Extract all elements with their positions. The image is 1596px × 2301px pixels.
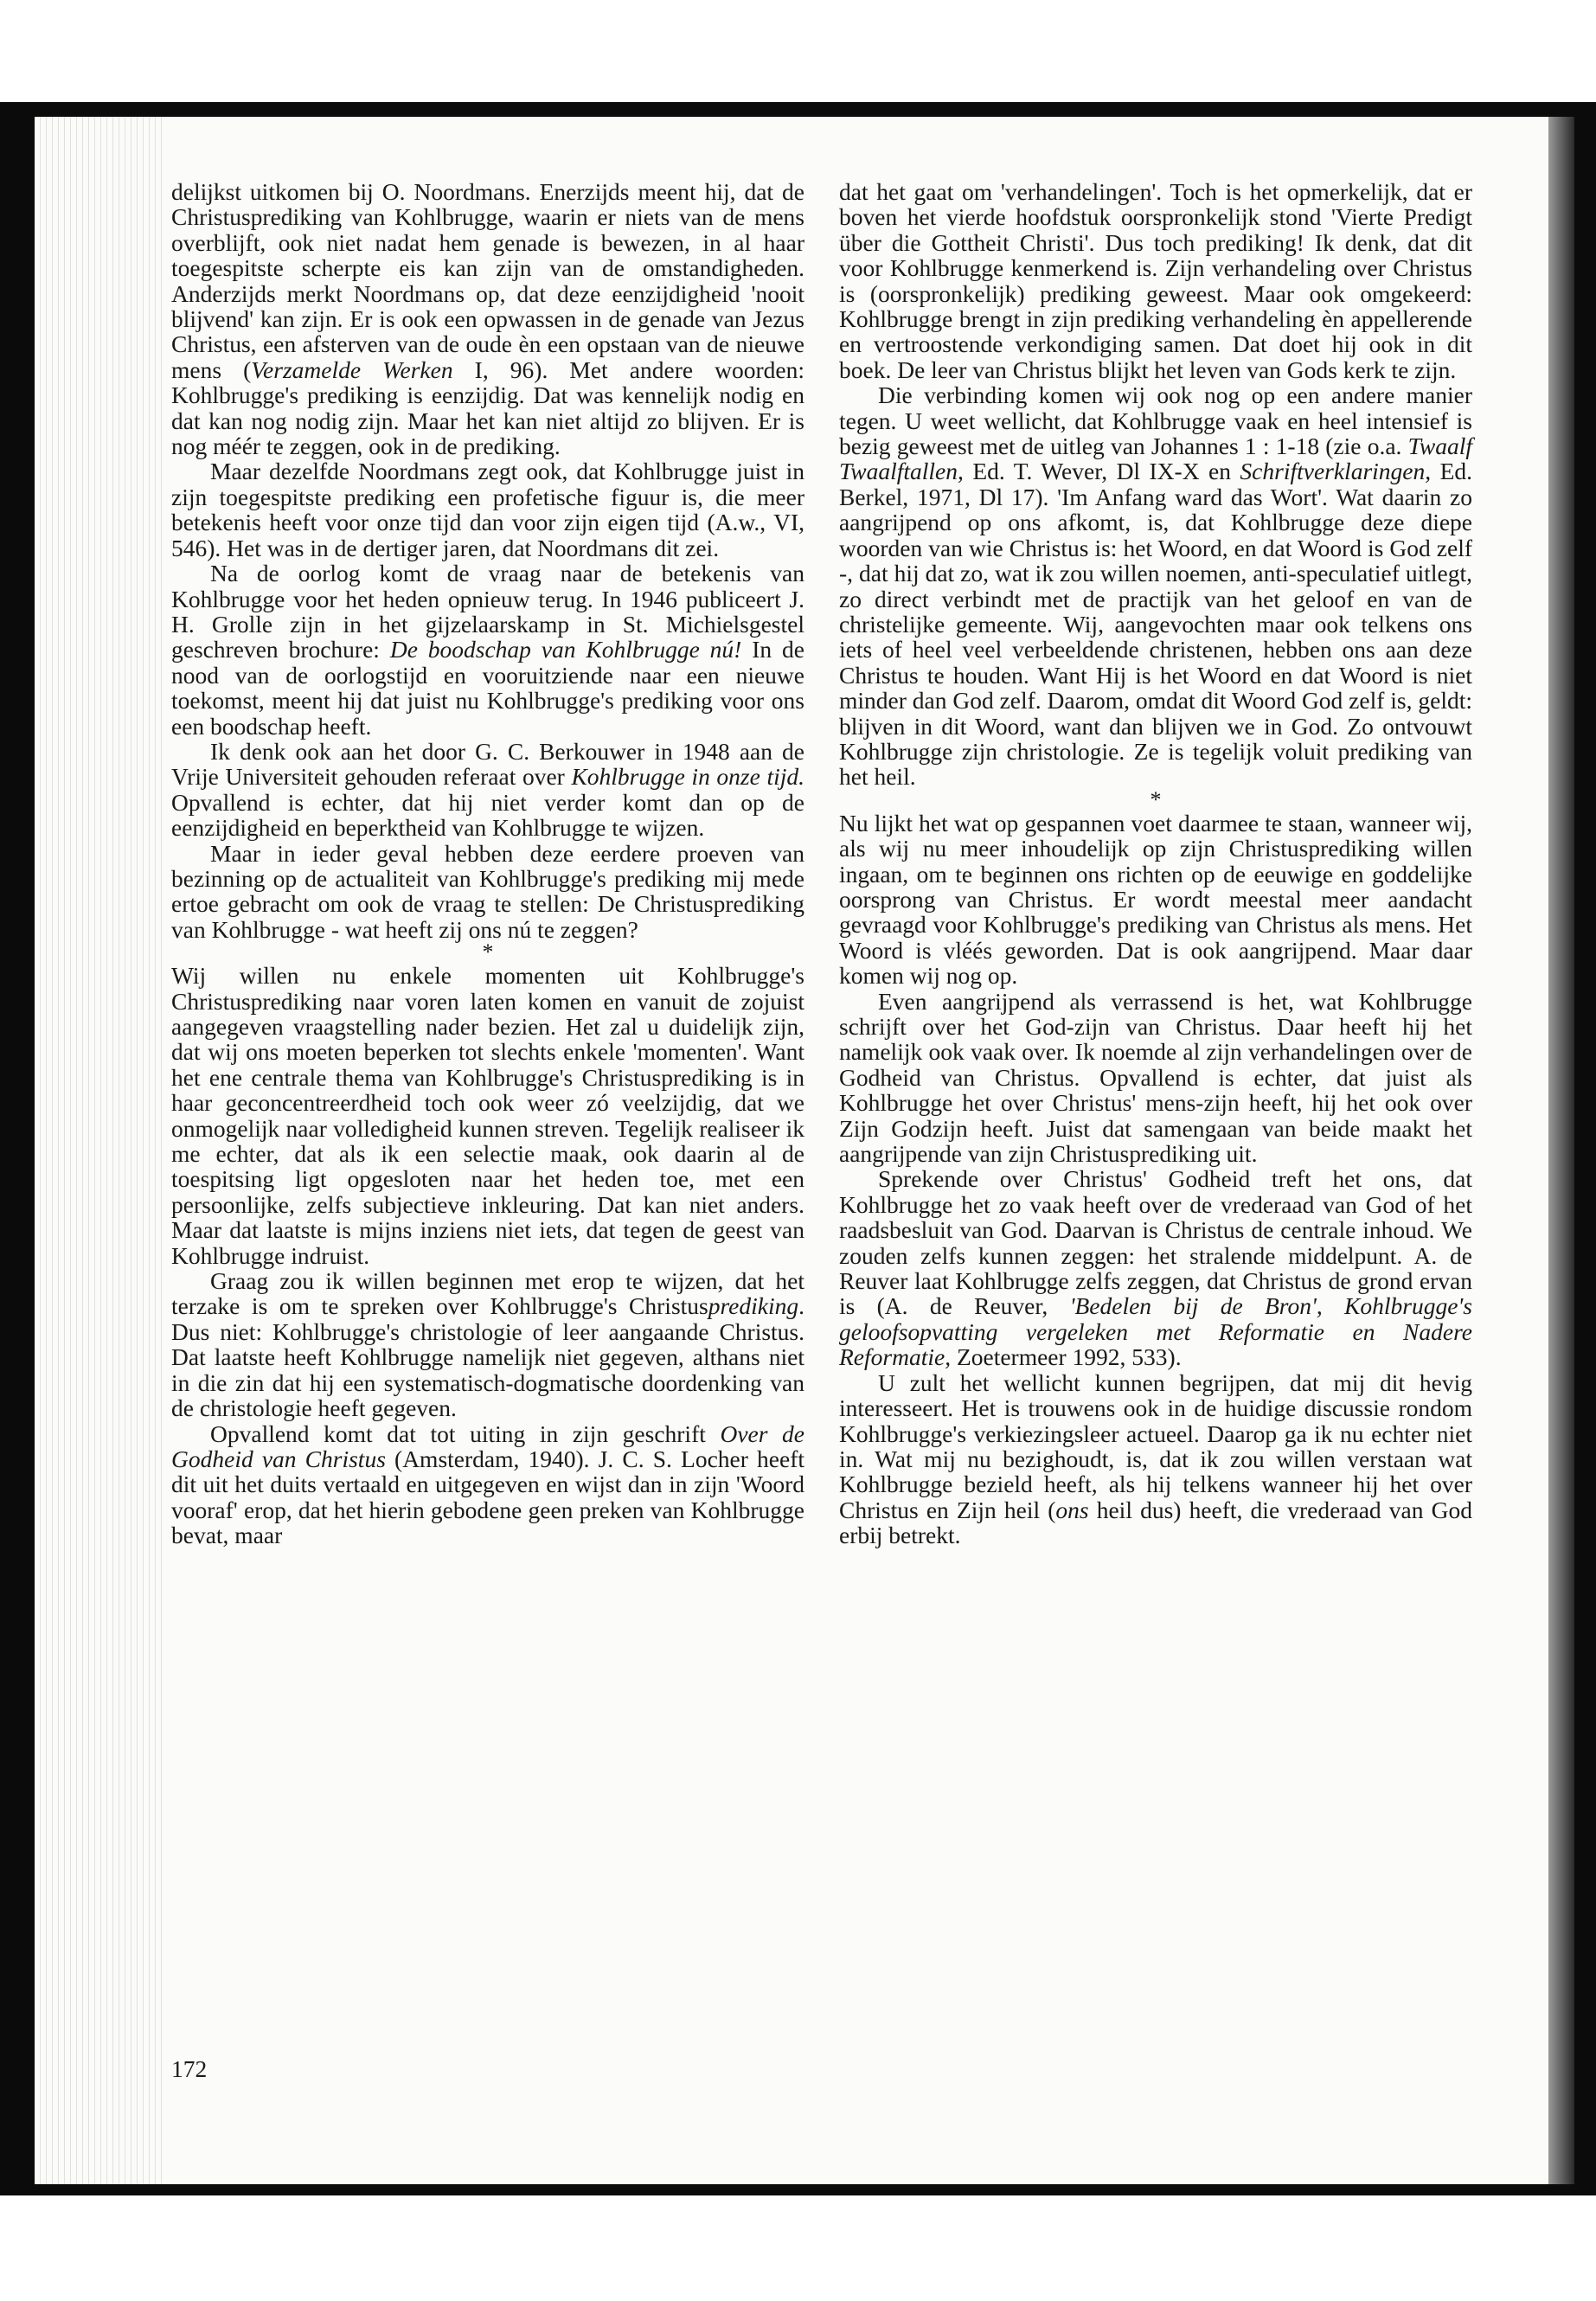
paragraph: delijkst uitkomen bij O. Noordmans. Enerzijds meent hij, dat de Christusprediking van Kohlbrugge, waarin er niets van de mens overblijft, ook niet nadat hem genade is bewezen, in al haar toegespitste scherpte eis kan zijn van de omstandigheden. Anderzijds merkt Noordmans op, dat deze eenzijdigheid 'nooit blijvend' kan zijn. Er is ook een opwassen in de genade van Jezus Christus, een afsterven van de oude èn een opstaan van de nieuwe mens (Verzamelde Werken I, 96). Met andere woorden: Kohlbrugge's prediking is eenzijdig. Dat was kennelijk nodig en dat kan nog nodig zijn. Maar het kan niet altijd zo blijven. Er is nog méér te zeggen, ook in de prediking. bbox=[171, 178, 804, 460]
paragraph: Maar dezelfde Noordmans zegt ook, dat Kohlbrugge juist in zijn toegespitste prediking een profetische figuur is, die meer betekenis heeft voor onze tijd dan voor zijn eigen tijd (A.w., VI, 546). Het was in de dertiger jaren, dat Noordmans dit zei. bbox=[171, 458, 804, 561]
paragraph: Sprekende over Christus' Godheid treft het ons, dat Kohlbrugge het zo vaak heeft over de vrederaad van God of het raadsbesluit van God. Daarvan is Christus de centrale inhoud. We zouden zelfs kunnen zeggen: het stralende middelpunt. A. de Reuver laat Kohlbrugge zelfs zeggen, dat Christus de grond ervan is (A. de Reuver, 'Bedelen bij de Bron', Kohlbrugge's geloofsopvatting vergeleken met Reformatie en Nadere Reformatie, Zoetermeer 1992, 533). bbox=[839, 1165, 1472, 1371]
paragraph: Even aangrijpend als verrassend is het, wat Kohlbrugge schrijft over het God-zijn van Christus. Daar heeft hij het namelijk ook vaak over. Ik noemde al zijn verhandelingen over de Godheid van Christus. Opvallend is echter, dat juist als Kohlbrugge het over Christus' mens-zijn heeft, hij het ook over Zijn Godzijn heeft. Juist dat samengaan van beide maakt het aangrijpende van zijn Christusprediking uit. bbox=[839, 987, 1472, 1168]
left-column bbox=[171, 179, 804, 1548]
book-spine-shadow bbox=[1548, 117, 1574, 2184]
section-separator: * bbox=[1150, 786, 1162, 812]
paragraph: Na de oorlog komt de vraag naar de betekenis van Kohlbrugge voor het heden opnieuw terug. In 1946 publiceert J. H. Grolle zijn in het gijzelaarskamp in St. Michielsgestel geschreven brochure: De boodschap van Kohlbrugge nú! In de nood van de oorlogstijd en vooruitziende naar een nieuwe toekomst, meent hij dat juist nu Kohlbrugge's prediking voor ons een boodschap heeft. bbox=[171, 560, 804, 740]
paragraph: Opvallend komt dat tot uiting in zijn geschrift Over de Godheid van Christus (Amsterdam, 1940). J. C. S. Locher heeft dit uit het duits vertaald en uitgegeven en wijst dan in zijn 'Woord vooraf' erop, dat het hierin gebodene geen preken van Kohlbrugge bevat, maar bbox=[171, 1420, 804, 1549]
paragraph: Graag zou ik willen beginnen met erop te wijzen, dat het terzake is om te spreken over Kohlbrugge's Christusprediking. Dus niet: Kohlbrugge's christologie of leer aangaande Christus. Dat laatste heeft Kohlbrugge namelijk niet gegeven, althans niet in die zin dat hij een systematisch-dogmatische doordenking van de christologie heeft gegeven. bbox=[171, 1267, 804, 1422]
paragraph: dat het gaat om 'verhandelingen'. Toch is het opmerkelijk, dat er boven het vierde hoofdstuk oorspronkelijk stond 'Vierte Predigt über die Gottheit Christi'. Dus toch prediking! Ik denk, dat dit voor Kohlbrugge kenmerkend is. Zijn verhandeling over Christus is (oorspronkelijk) prediking geweest. Maar ook omgekeerd: Kohlbrugge brengt in zijn prediking verhandeling èn appellerende en vertroostende verkondiging samen. Dat doet hij ook in dit boek. De leer van Christus blijkt het leven van Gods kerk te zijn. bbox=[839, 178, 1472, 383]
page-edge-stack bbox=[35, 117, 164, 2184]
right-column bbox=[839, 179, 1472, 1548]
paragraph: Ik denk ook aan het door G. C. Berkouwer in 1948 aan de Vrije Universiteit gehouden referaat over Kohlbrugge in onze tijd. Opvallend is echter, dat hij niet verder komt dan op de eenzijdigheid en beperktheid van Kohlbrugge te wijzen. bbox=[171, 737, 804, 842]
paragraph: Wij willen nu enkele momenten uit Kohlbrugge's Christusprediking naar voren laten komen en vanuit de zojuist aangegeven vraagstelling nader bezien. Het zal u duidelijk zijn, dat wij ons moeten beperken tot slechts enkele 'momenten'. Want het ene centrale thema van Kohlbrugge's Christusprediking is in haar geconcentreerdheid toch ook weer zó veelzijdig, dat we onmogelijk naar volledigheid kunnen streven. Tegelijk realiseer ik me echter, dat als ik een selectie maak, ook daarin al de toespitsing ligt opgesloten naar het heden toe, met een persoonlijke, zelfs subjectieve inkleuring. Dat kan niet anders. Maar dat laatste is mijns inziens niet iets, dat tegen de geest van Kohlbrugge indruist. bbox=[171, 962, 804, 1269]
section-separator: * bbox=[482, 939, 494, 965]
paragraph: U zult het wellicht kunnen begrijpen, dat mij dit hevig interesseert. Het is trouwens ook in de huidige discussie rondom Kohlbrugge's verkiezingsleer actueel. Daarop ga ik nu echter niet in. Wat mij nu bezighoudt, is, dat ik zou willen verstaan wat Kohlbrugge bezield heeft, als hij telkens wanneer hij het over Christus en Zijn heil (ons heil dus) heeft, die vrederaad van God erbij betrekt. bbox=[839, 1368, 1472, 1549]
paragraph: Die verbinding komen wij ook nog op een andere manier tegen. U weet wellicht, dat Kohlbrugge vaak en heel intensief is bezig geweest met de uitleg van Johannes 1 : 1-18 (zie o.a. Twaalf Twaalftallen, Ed. T. Wever, Dl IX-X en Schriftverklaringen, Ed. Berkel, 1971, Dl 17). 'Im Anfang ward das Wort'. Wat daarin zo aangrijpend op ons afkomt, is, dat Kohlbrugge deze diepe woorden van wie Christus is: het Woord, en dat Woord is God zelf -, dat hij dat zo, wat ik zou willen noemen, anti-speculatief uitlegt, zo direct verbindt met de practijk van het geloof en van de christelijke gemeente. Wij, aangevochten maar ook telkens ons iets of heel veel verbeeldende christenen, hebben ons aan deze Christus te houden. Want Hij is het Woord en dat Woord is niet minder dan God zelf. Daarom, omdat dit Woord God zelf is, geldt: blijven in dit Woord, want dan blijven we in God. Zo ontvouwt Kohlbrugge zijn christologie. Ze is tegelijk voluit prediking van het heil. bbox=[839, 381, 1472, 791]
paragraph: Nu lijkt het wat op gespannen voet daarmee te staan, wanneer wij, als wij nu meer inhoudelijk op zijn Christusprediking willen ingaan, om te beginnen ons richten op de eeuwige en goddelijke oorsprong van Christus. Er wordt meestal meer aandacht gevraagd voor Kohlbrugge's prediking van Christus als mens. Het Woord is vléés geworden. Dat is ook aangrijpend. Maar daar komen wij nog op. bbox=[839, 809, 1472, 990]
page-number: 172 bbox=[171, 2055, 208, 2082]
paragraph: Maar in ieder geval hebben deze eerdere proeven van bezinning op de actualiteit van Kohlbrugge's prediking mij mede ertoe gebracht om ook de vraag te stellen: De Christusprediking van Kohlbrugge - wat heeft zij ons nú te zeggen? bbox=[171, 839, 804, 943]
